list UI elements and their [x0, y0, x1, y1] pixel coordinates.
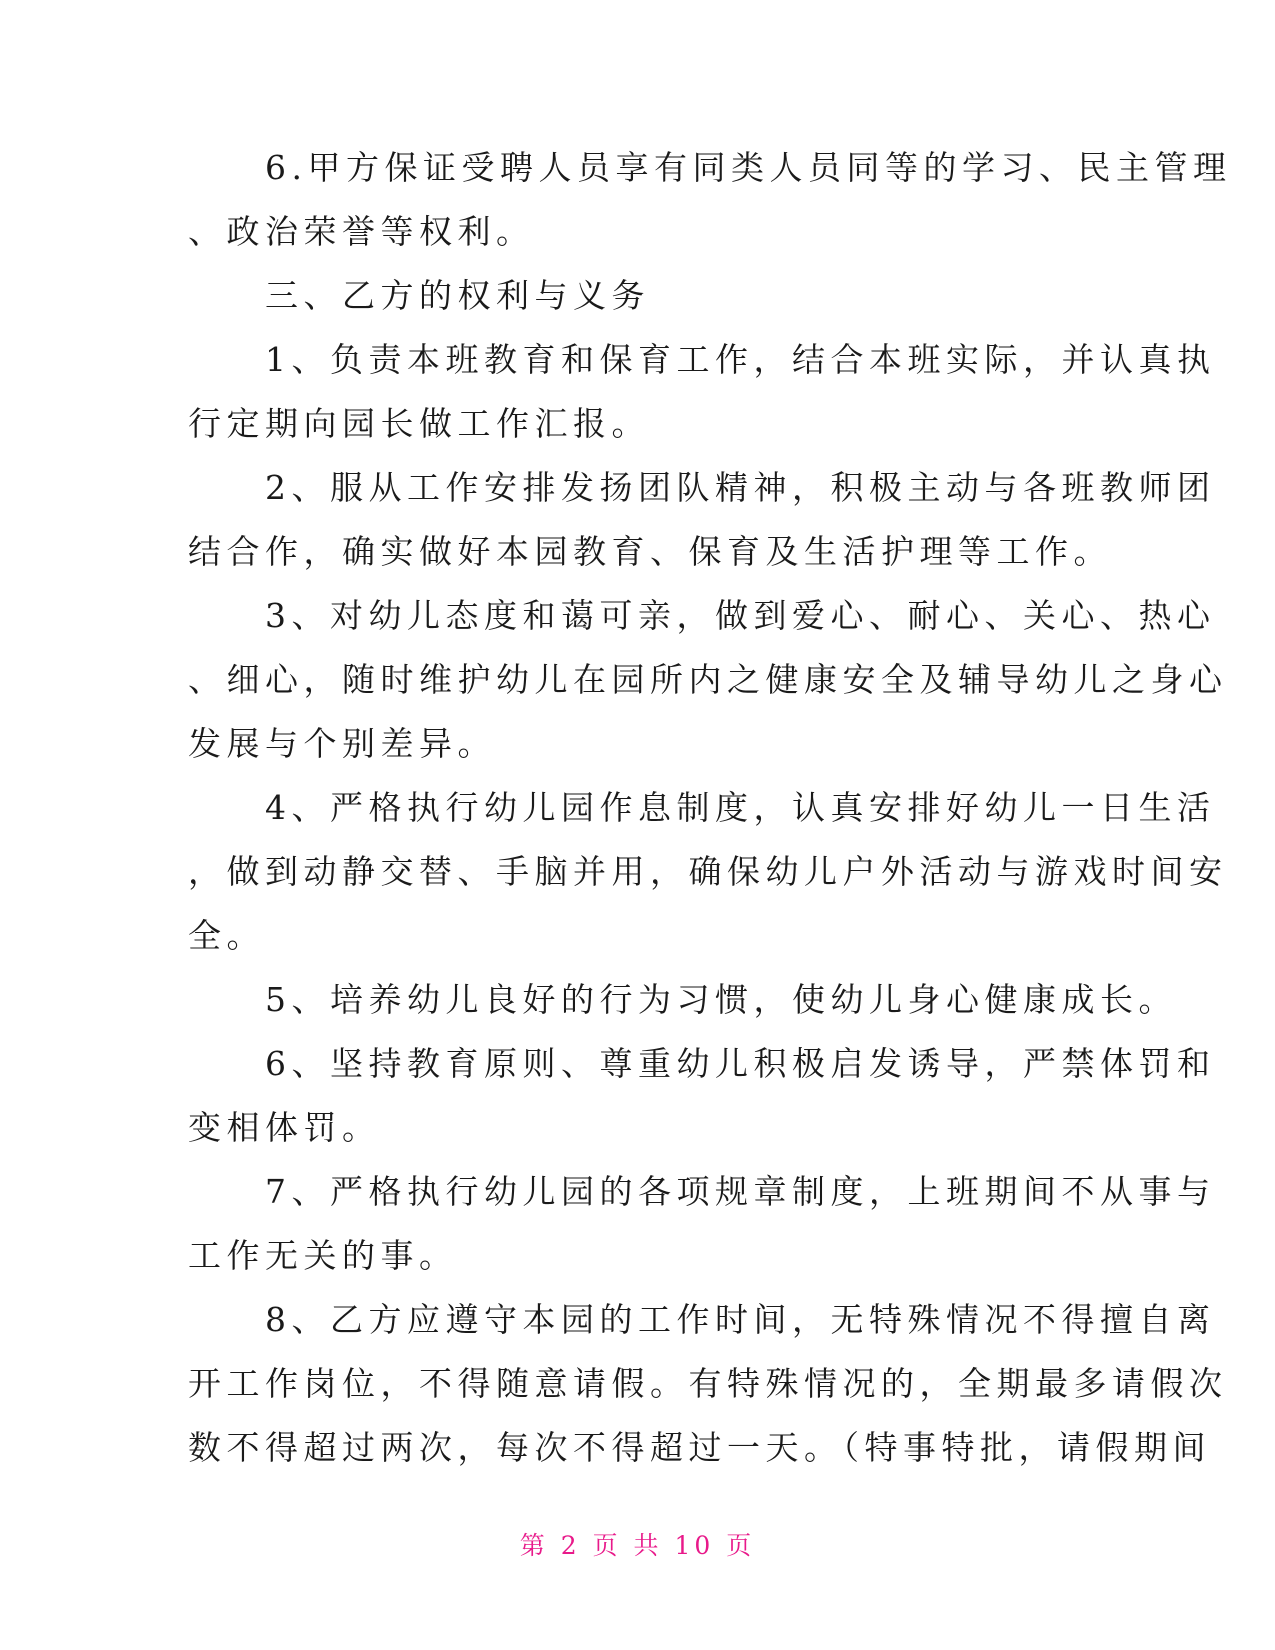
text-line: 工作无关的事。 [188, 1236, 458, 1275]
text-line: ，做到动静交替、手脑并用，确保幼儿户外活动与游戏时间安 [188, 852, 1228, 891]
text-line: 发展与个别差异。 [188, 724, 496, 763]
text-line: 2、服从工作安排发扬团队精神，积极主动与各班教师团 [188, 468, 1216, 507]
text-line: 4、严格执行幼儿园作息制度，认真安排好幼儿一日生活 [188, 788, 1216, 827]
text-line: 变相体罚。 [188, 1108, 381, 1147]
text-line: 、政治荣誉等权利。 [188, 212, 535, 251]
text-line: 开工作岗位，不得随意请假。有特殊情况的，全期最多请假次 [188, 1364, 1228, 1403]
text-line: 7、严格执行幼儿园的各项规章制度，上班期间不从事与 [188, 1172, 1216, 1211]
text-line: 1、负责本班教育和保育工作，结合本班实际，并认真执 [188, 340, 1216, 379]
text-line: 行定期向园长做工作汇报。 [188, 404, 650, 443]
text-line: 5、培养幼儿良好的行为习惯，使幼儿身心健康成长。 [188, 980, 1177, 1019]
text-line: 、细心，随时维护幼儿在园所内之健康安全及辅导幼儿之身心 [188, 660, 1228, 699]
text-line: 6.甲方保证受聘人员享有同类人员同等的学习、民主管理 [188, 148, 1232, 187]
text-line: 8、乙方应遵守本园的工作时间，无特殊情况不得擅自离 [188, 1300, 1216, 1339]
section-heading: 三、乙方的权利与义务 [188, 276, 650, 315]
text-line: 3、对幼儿态度和蔼可亲，做到爱心、耐心、关心、热心 [188, 596, 1216, 635]
text-line: 全。 [188, 916, 265, 955]
text-line: 结合作，确实做好本园教育、保育及生活护理等工作。 [188, 532, 1112, 571]
text-line: 数不得超过两次，每次不得超过一天。（特事特批，请假期间 [188, 1428, 1211, 1467]
document-body [188, 136, 1232, 1480]
page-number-footer [0, 1528, 1275, 1564]
page-number-text: 第 2 页 共 10 页 [519, 1531, 756, 1560]
text-line: 6、坚持教育原则、尊重幼儿积极启发诱导，严禁体罚和 [188, 1044, 1216, 1083]
